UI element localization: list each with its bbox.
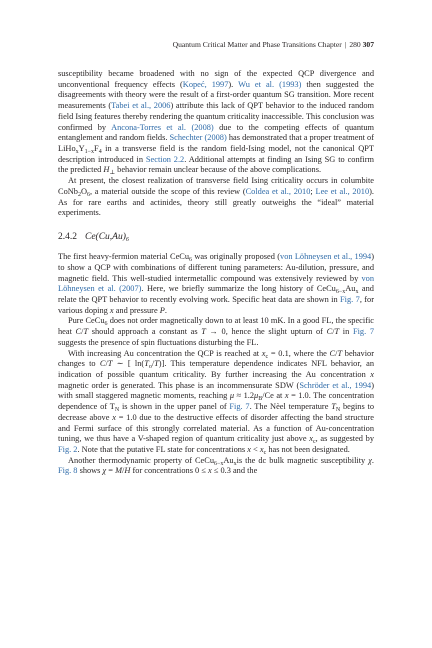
chapter-number: 280 xyxy=(349,40,361,49)
paragraph-6: Another thermodynamic property of $CeCu_{6-x}Au_xis$ the dc bulk magnetic susceptibility χ. Fig. 8 shows χ = M/H for concentrations 0 ≤ x ≤ 0.3 and the xyxy=(58,455,374,476)
ref-fig-7-b[interactable]: Fig. 7 xyxy=(352,327,374,337)
paragraph-4: Pure CeCu$_6$ does not order magnetically down to at least 10 mK. In a good FL, the specific heat C/T should approach a constant as T → 0, hence the slight upturn of C/T in Fig. 7 suggests the presence of spin fluctuations disturbing the FL. xyxy=(58,316,374,347)
section-title-subscript: 6 xyxy=(125,237,129,244)
cite-schroder-1994[interactable]: Schröder et al., 1994 xyxy=(299,380,372,390)
cite-wu-1993[interactable]: Wu et al. (1993) xyxy=(238,79,302,89)
header-separator: | xyxy=(344,40,347,49)
ref-fig-7[interactable]: Fig. 7 xyxy=(340,294,360,304)
ref-section-2-2[interactable]: Section 2.2 xyxy=(145,154,185,164)
chapter-label: Chapter xyxy=(317,40,342,49)
ref-fig-8[interactable]: Fig. 8 xyxy=(58,466,78,476)
cite-kopec-1997[interactable]: Kopeć, 1997 xyxy=(182,79,229,89)
running-head xyxy=(58,40,374,50)
cite-ancona-torres-2008[interactable]: Ancona-Torres et al. (2008) xyxy=(111,122,214,132)
section-number: 2.4.2 xyxy=(58,232,77,243)
main-text xyxy=(58,69,374,477)
page-number: 307 xyxy=(362,40,374,49)
cite-von-lohneysen-1994[interactable]: von Löhneysen et al., 1994 xyxy=(280,252,372,262)
ref-fig-7-c[interactable]: Fig. 7 xyxy=(229,402,250,412)
cite-coldea-2010[interactable]: Coldea et al., 2010 xyxy=(245,186,311,196)
cite-von-lohneysen-2007[interactable]: von Löhneysen et al. (2007) xyxy=(58,273,374,294)
paragraph-1: susceptibility became broadened with no sign of the expected QCP divergence and unconventional frequency effects (Kopeć, 1997). Wu et al. (1993) then suggested the disagreements with theory were the result of a first-order quantum SG transition. More recent measurements (Tabei et al., 2006) attribute this lack of QPT behavior to the induced random field Ising features thereby rendering the quantum criticality inaccessible. This conclusion was confirmed by Ancona-Torres et al. (2008) due to the competing effects of quantum entanglement and random fields. Schechter (2008) has demonstrated that a proper treatment of $LiHo_xY_{1-x}F_4$ in a transverse field is the random field-Ising model, not the canonical QPT description introduced in Section 2.2. Additional attempts at finding an Ising SG to confirm the predicted $H_\perp$ behavior remain unclear because of the above complications. xyxy=(58,69,374,177)
cite-lee-2010[interactable]: Lee et al., 2010 xyxy=(315,186,370,196)
book-title: Quantum Critical Matter and Phase Transitions xyxy=(172,40,316,49)
section-title: Ce(Cu,Au) xyxy=(85,232,126,243)
ref-fig-2[interactable]: Fig. 2 xyxy=(58,445,78,454)
cite-tabei-2006[interactable]: Tabei et al., 2006 xyxy=(111,101,171,111)
cite-schechter-2008[interactable]: Schechter (2008) xyxy=(169,133,227,143)
paragraph-3: The first heavy-fermion material CeCu$_6$ was originally proposed (von Löhneysen et al., 1994) to show a QCP with combinations of different tuning parameters: Au-dilution, pressure, and magnetic field. This well-studied intermetallic compound was extensively reviewed by von Löhneysen et al. (2007). Here, we briefly summarize the long history of $CeCu_{6-x}Au_x$ and relate the QPT behavior to recently evolving work. Specific heat data are shown in Fig. 7, for various doping x and pressure P. xyxy=(58,252,374,315)
section-heading xyxy=(58,232,374,243)
paragraph-5: With increasing Au concentration the QCP is reached at $x_c = 0.1$, where the C/T behavior changes to C/T ∼ [ $\ln(T_o/T)$]. This temperature dependence indicates NFL behavior, an indication of possible quantum criticality. By further increasing the Au concentration x magnetic order is generated. This phase is an incommensurate SDW (Schröder et al., 1994) with small staggered magnetic moments, reaching $\mu \approx 1.2\mu_B/Ce$ at x = 1.0. The concentration dependence of $T_N$ is shown in the upper panel of Fig. 7. The Nèel temperature $T_N$ begins to decrease above x = 1.0 due to the destructive effects of disorder affecting the band structure and Fermi surface of this strongly correlated material. As a function of Au-concentration tuning, we thus have a V-shaped region of quantum criticality just above $x_c$, as suggested by Fig. 2. Note that the putative FL state for concentrations $x < x_c$ has not been designated. xyxy=(58,348,375,456)
paragraph-2: At present, the closest realization of transverse field Ising criticality occurs in columbite $CoNb_2O_6$, a material outside the scope of this review (Coldea et al., 2010; Lee et al., 2010). As for rare earths and actinides, theory still greatly outweighs the “ideal” material experiments. xyxy=(58,176,374,218)
